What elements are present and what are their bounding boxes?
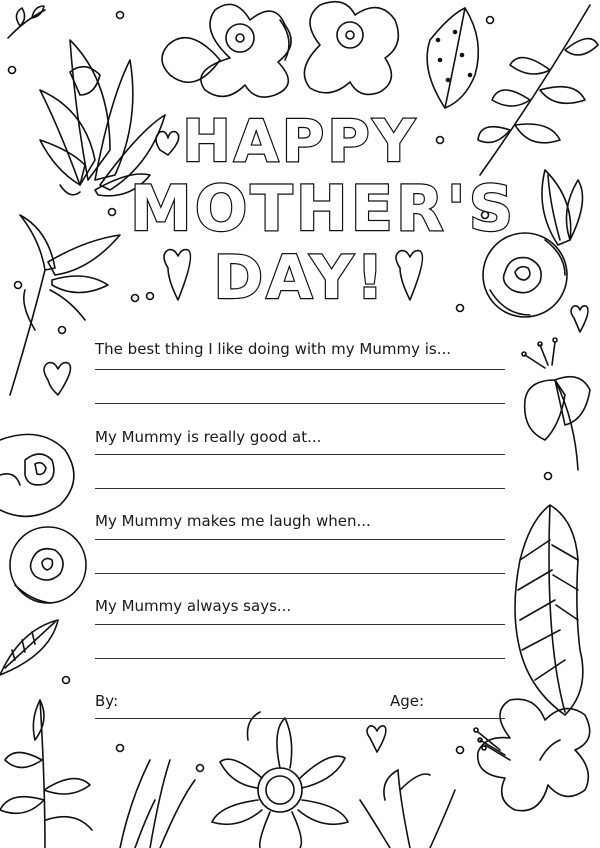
writing-line[interactable]: [95, 573, 505, 574]
heart-icon: [44, 363, 70, 395]
prompt-laugh-when: My Mummy makes me laugh when...: [95, 512, 371, 530]
leaf-sprig-icon: [8, 6, 45, 38]
rose-icon: [10, 527, 86, 603]
grass-icon: [120, 760, 195, 848]
hibiscus-icon: [474, 699, 590, 811]
bird-of-paradise-icon: [10, 215, 120, 395]
leafy-branch-icon: [478, 5, 598, 175]
writing-line[interactable]: [95, 454, 505, 455]
by-label: By:: [95, 692, 119, 710]
page-title: [130, 107, 517, 313]
flower-icon: [280, 2, 398, 95]
sunflower-icon: [212, 712, 348, 848]
title-line-1: HAPPY: [182, 107, 418, 175]
writing-line[interactable]: [95, 539, 505, 540]
age-label: Age:: [390, 692, 425, 710]
title-line-2: MOTHER'S: [130, 172, 517, 245]
title-line-3: DAY!: [213, 243, 387, 313]
writing-line[interactable]: [95, 488, 505, 489]
dotted-leaf-icon: [427, 8, 478, 108]
writing-line[interactable]: [95, 658, 505, 659]
writing-line[interactable]: [95, 403, 505, 404]
heart-icon: [571, 306, 588, 332]
writing-line[interactable]: [95, 369, 505, 370]
flower-icon: [162, 4, 291, 97]
leaf-icon: [0, 620, 58, 675]
prompt-best-thing: The best thing I like doing with my Mummy is...: [95, 340, 452, 358]
heart-icon: [367, 726, 386, 752]
leaves-icon: [542, 170, 583, 245]
rose-icon: [483, 233, 567, 317]
branch-icon: [0, 700, 92, 848]
striped-leaf-icon: [515, 505, 583, 715]
prompt-always-says: My Mummy always says...: [95, 597, 292, 615]
rose-icon: [0, 434, 74, 516]
drooping-flower-icon: [522, 338, 590, 470]
writing-line[interactable]: [95, 624, 505, 625]
prompt-good-at: My Mummy is really good at...: [95, 428, 322, 446]
signature-line[interactable]: [95, 718, 505, 719]
fern-icon: [360, 770, 455, 848]
